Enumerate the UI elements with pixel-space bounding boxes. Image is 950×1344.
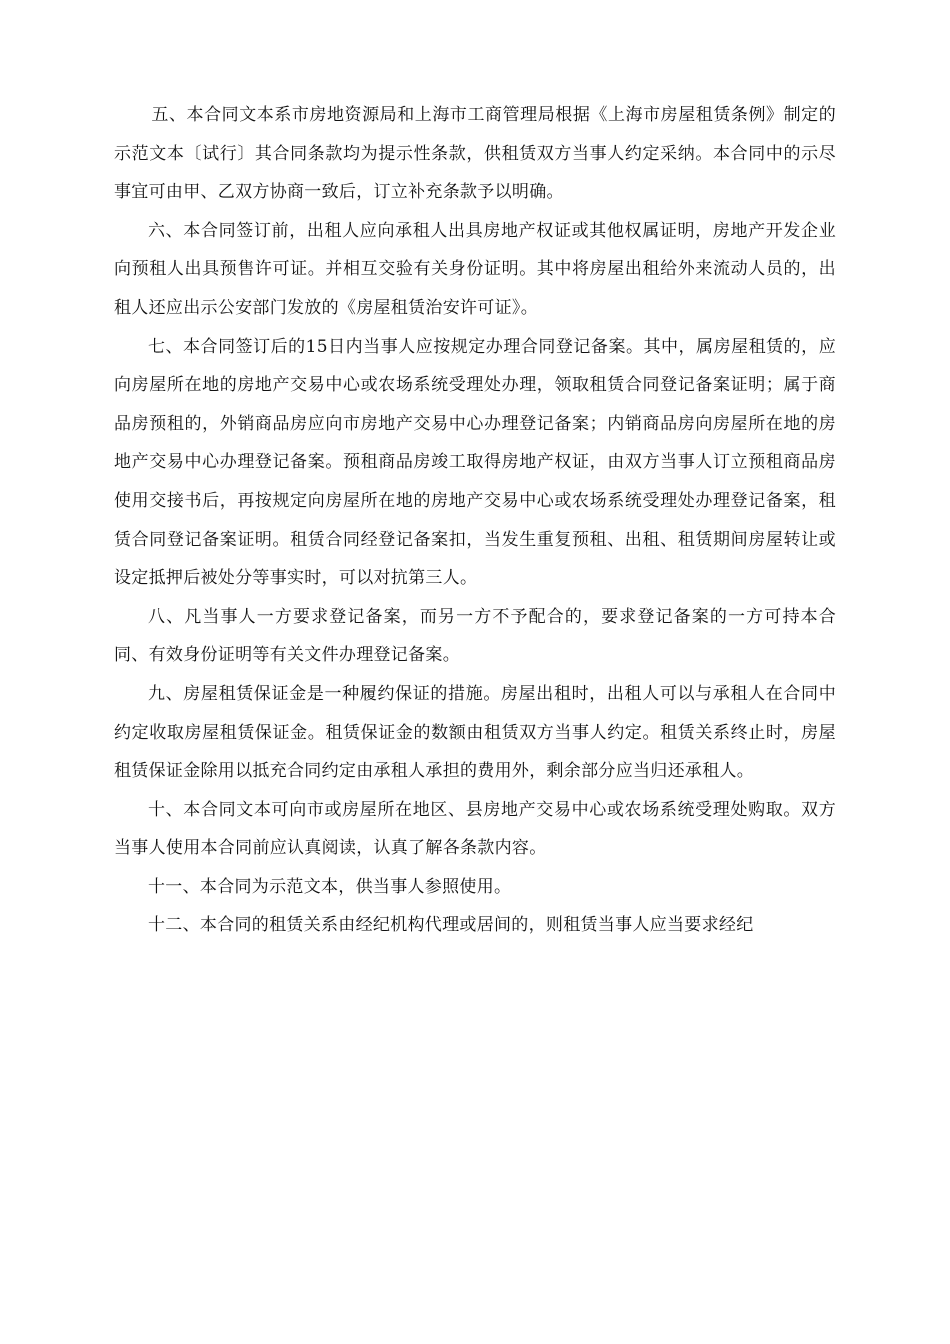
clause-12: 十二、本合同的租赁关系由经纪机构代理或居间的，则租赁当事人应当要求经纪: [148, 915, 754, 936]
clause-9: 九、房屋租赁保证金是一种履约保证的措施。房屋出租时，出租人可以与承租人在合同中约定收取房屋租赁保证金。租赁保证金的数额由租赁双方当事人约定。租赁关系终止时，房屋租赁保证金除用以抵充合同约定由承租人承担的费用外，剩余部分应当归还承租人。: [114, 683, 836, 782]
clause-6: 六、本合同签订前，出租人应向承租人出具房地产权证或其他权属证明，房地产开发企业向预租人出具预售许可证。并相互交验有关身份证明。其中将房屋出租给外来流动人员的，出租人还应出示公安部门发放的《房屋租赁治安许可证》。: [114, 220, 836, 318]
document-body: [114, 96, 836, 945]
clause-8: 八、凡当事人一方要求登记备案，而另一方不予配合的，要求登记备案的一方可持本合同、有效身份证明等有关文件办理登记备案。: [114, 606, 836, 666]
clause-11: 十一、本合同为示范文本，供当事人参照使用。: [148, 876, 512, 897]
clause-10: 十、本合同文本可向市或房屋所在地区、县房地产交易中心或农场系统受理处购取。双方当事人使用本合同前应认真阅读，认真了解各条款内容。: [114, 799, 836, 859]
clause-7: 七、本合同签订后的15日内当事人应按规定办理合同登记备案。其中，属房屋租赁的，应向房屋所在地的房地产交易中心或农场系统受理处办理，领取租赁合同登记备案证明；属于商品房预租的，外销商品房应向市房地产交易中心办理登记备案；内销商品房向房屋所在地的房地产交易中心办理登记备案。预租商品房竣工取得房地产权证，由双方当事人订立预租商品房使用交接书后，再按规定向房屋所在地的房地产交易中心或农场系统受理处办理登记备案，租赁合同登记备案证明。租赁合同经登记备案扣，当发生重复预租、出租、租赁期间房屋转让或设定抵押后被处分等事实时，可以对抗第三人。: [114, 336, 836, 589]
clause-5: 五、本合同文本系市房地资源局和上海市工商管理局根据《上海市房屋租赁条例》制定的示范文本〔试行〕其合同条款均为提示性条款，供租赁双方当事人约定采纳。本合同中的示尽事宜可由甲、乙双方协商一致后，订立补充条款予以明确。: [114, 105, 836, 203]
